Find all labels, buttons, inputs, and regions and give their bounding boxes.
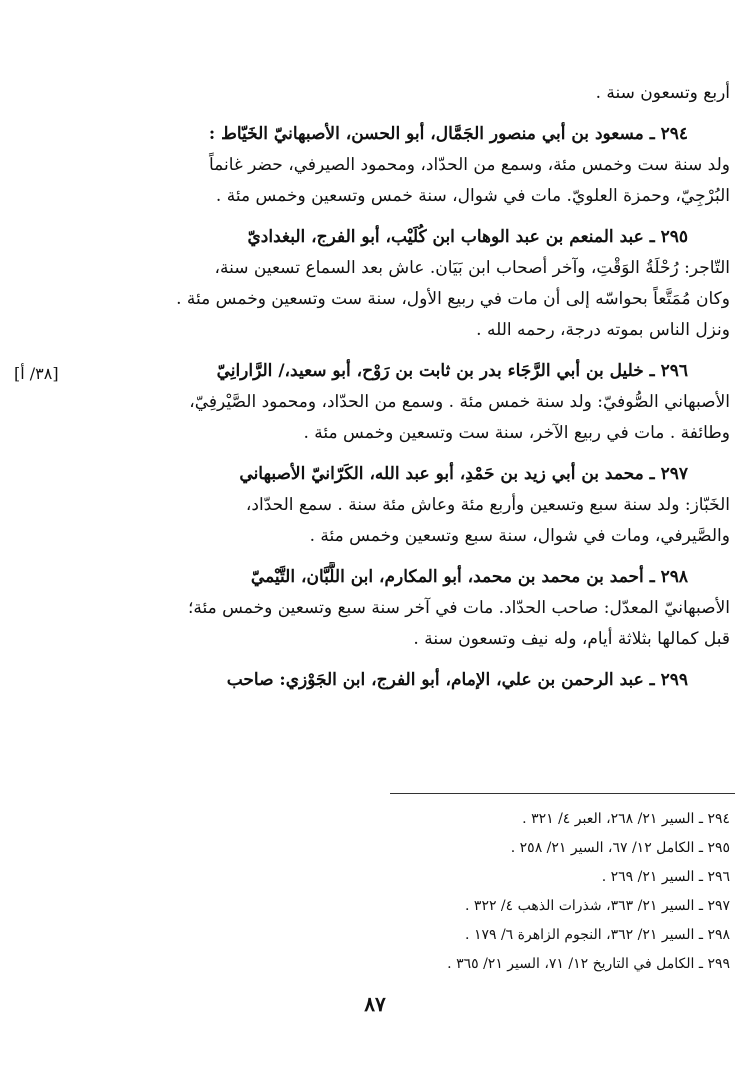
footnote: ٢٩٨ ـ السير ٢١/ ٣٦٢، النجوم الزاهرة ٦/ ١٧٩ . [465,927,730,943]
main-text [58,78,730,696]
footnote: ٢٩٥ ـ الكامل ١٢/ ٦٧، السير ٢١/ ٢٥٨ . [510,840,730,856]
footnote: ٢٩٤ ـ السير ٢١/ ٢٦٨، العبر ٤/ ٣٢١ . [522,811,730,827]
entry-297-heading: ٢٩٧ ـ محمد بن أبي زيد بن حَمْدِ، أبو عبد الله، الكَرّانيّ الأصبهاني [239,464,688,484]
text-line: الخَبّاز: ولد سنة سبع وتسعين وأربع مئة وعاش مئة سنة . سمع الحدّاد، [245,495,730,515]
manuscript-folio-marker: [٣٨/ أ] [14,364,59,383]
text-line: وطائفة . مات في ربيع الآخر، سنة ست وتسعين وخمس مئة . [303,423,730,443]
text-line: قبل كمالها بثلاثة أيام، وله نيف وتسعون سنة . [413,629,730,649]
text-line: أربع وتسعون سنة . [595,83,730,103]
footnotes [300,805,730,979]
footnote: ٢٩٧ ـ السير ٢١/ ٣٦٣، شذرات الذهب ٤/ ٣٢٢ . [465,898,730,914]
footnote: ٢٩٦ ـ السير ٢١/ ٢٦٩ . [601,869,730,885]
entry-296-heading: ٢٩٦ ـ خليل بن أبي الرَّجَاء بدر بن ثابت بن رَوْح، أبو سعيد،/ الرَّارانِيّ [216,361,688,381]
text-line: التّاجر: رُحْلَةُ الوَقْتِ، وآخر أصحاب ابن بَيَان. عاش بعد السماع تسعين سنة، [214,258,730,278]
footnote-divider [390,793,735,794]
entry-298-heading: ٢٩٨ ـ أحمد بن محمد بن محمد، أبو المكارم، ابن اللَّبَّان، التَّيْميّ [250,567,688,587]
text-line: ولد سنة ست وخمس مئة، وسمع من الحدّاد، ومحمود الصيرفي، حضر غانماً [208,155,730,175]
text-line: البُرْجِيّ، وحمزة العلويّ. مات في شوال، سنة خمس وتسعين وخمس مئة . [215,186,730,206]
text-line: والصَّيرفي، ومات في شوال، سنة سبع وتسعين وخمس مئة . [309,526,730,546]
entry-295-heading: ٢٩٥ ـ عبد المنعم بن عبد الوهاب ابن كُلَيْب، أبو الفرج، البغداديّ [247,227,688,247]
entry-299-heading: ٢٩٩ ـ عبد الرحمن بن علي، الإمام، أبو الفرج، ابن الجَوْزي: صاحب [226,670,688,690]
text-line: ونزل الناس بموته درجة، رحمه الله . [476,320,730,340]
text-line: الأصبهانيّ المعدّل: صاحب الحدّاد. مات في آخر سنة سبع وتسعين وخمس مئة؛ [187,598,730,618]
text-line: وكان مُمَتَّعاً بحواسّه إلى أن مات في ربيع الأول، سنة ست وتسعين وخمس مئة . [176,289,730,309]
text-line: الأصبهاني الصُّوفيّ: ولد سنة خمس مئة . وسمع من الحدّاد، ومحمود الصَّيْرفِيّ، [189,392,730,412]
page-number: ٨٧ [364,992,386,1016]
footnote: ٢٩٩ ـ الكامل في التاريخ ١٢/ ٧١، السير ٢١/ ٣٦٥ . [447,956,730,972]
entry-294-heading: ٢٩٤ ـ مسعود بن أبي منصور الجَمَّال، أبو الحسن، الأصبهانيّ الخَيّاط : [208,124,688,144]
